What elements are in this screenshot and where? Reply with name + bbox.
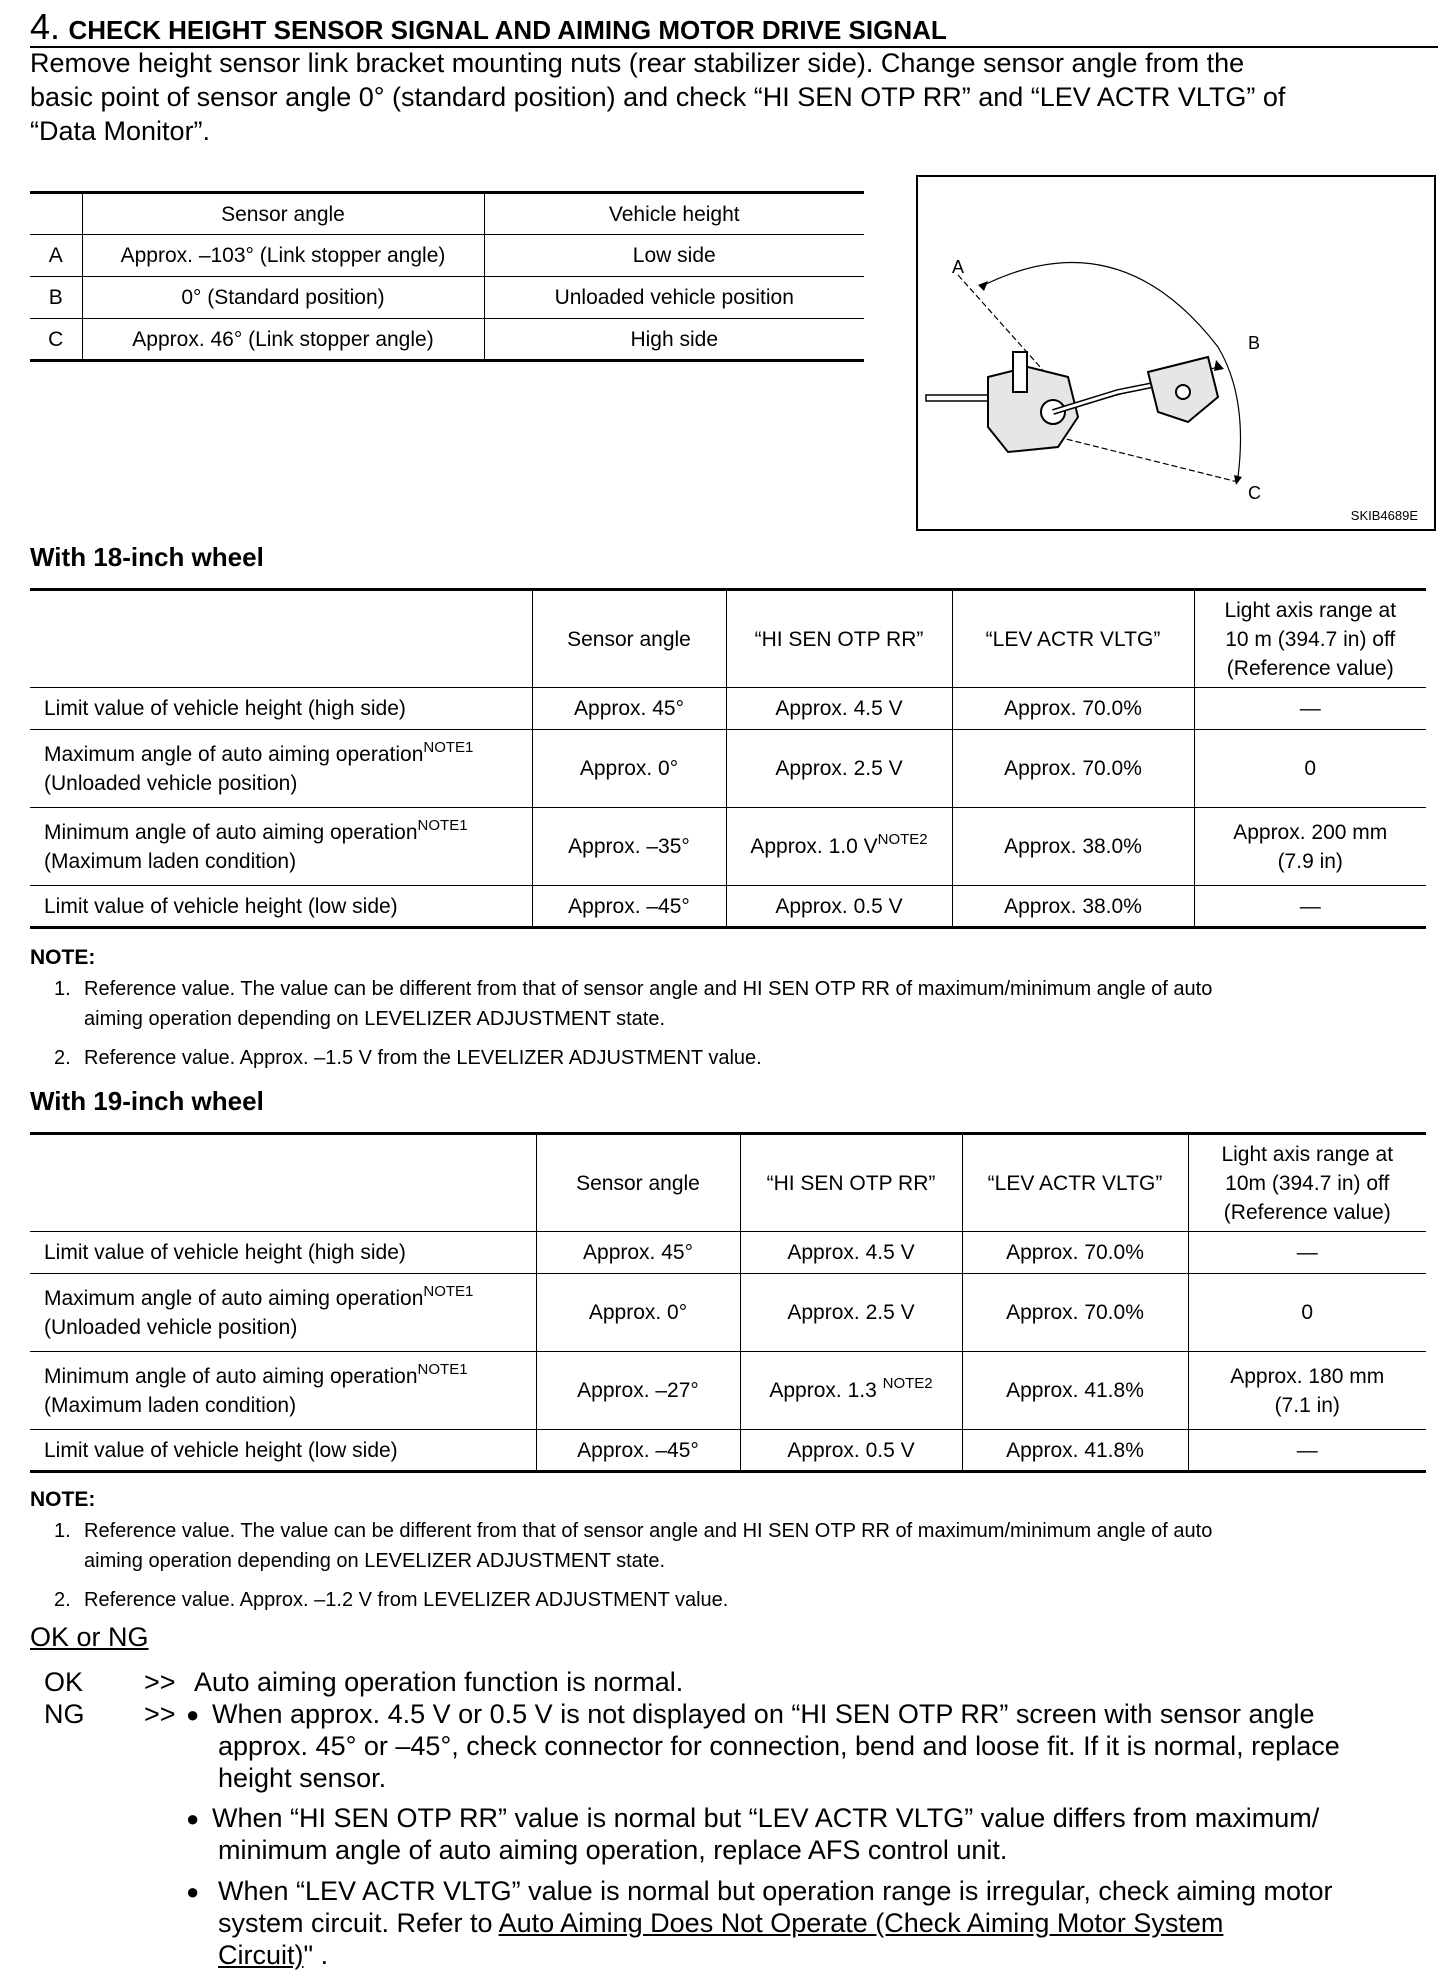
cell-lev-actr: Approx. 41.8% (962, 1430, 1188, 1472)
header-sensor-angle: Sensor angle (536, 1134, 740, 1232)
cell-hi-sen: Approx. 0.5 V (740, 1430, 962, 1472)
row-angle: Approx. 46° (Link stopper angle) (82, 319, 484, 361)
intro-paragraph (30, 46, 1440, 148)
note-label-19: NOTE: (30, 1488, 96, 1511)
cell-angle: Approx. 45° (532, 688, 726, 730)
cell-hi-sen: Approx. 0.5 V (726, 886, 952, 928)
sensor-angle-table (30, 191, 864, 362)
note-ref: NOTE2 (877, 831, 928, 848)
cell-hi-sen: Approx. 4.5 V (726, 688, 952, 730)
table-19-inch (30, 1132, 1426, 1473)
cell-light-axis: 0 (1188, 1274, 1426, 1352)
sensor-diagram (918, 177, 1434, 529)
header-sensor-angle: Sensor angle (532, 590, 726, 688)
note-ref: NOTE2 (882, 1375, 933, 1392)
heading-18-inch: With 18-inch wheel (30, 542, 264, 572)
cell-hi-sen: Approx. 1.3 $^{NOTE2}$ (740, 1352, 962, 1430)
note-1-19: 1. Reference value. The value can be different from that of sensor angle and HI SEN OTP RR of maximum/minimum angle of auto aiming operation depending on LEVELIZER ADJUSTMENT state. (54, 1520, 1213, 1572)
row-label: Limit value of vehicle height (high side) (30, 1232, 536, 1274)
note-label-18: NOTE: (30, 946, 96, 969)
bullet-icon: ● (186, 1702, 200, 1727)
cell-angle: Approx. 0° (536, 1274, 740, 1352)
step-title: CHECK HEIGHT SENSOR SIGNAL AND AIMING MOTOR DRIVE SIGNAL (68, 15, 947, 45)
note-ref: NOTE1 (423, 738, 474, 756)
cell-angle: Approx. –45° (532, 886, 726, 928)
line-c (1058, 437, 1238, 482)
header-light-axis: Light axis range at 10m (394.7 in) off (Reference value) (1188, 1134, 1426, 1232)
cell-lev-actr: Approx. 41.8% (962, 1352, 1188, 1430)
row-label: Limit value of vehicle height (high side) (30, 688, 532, 730)
row-key: C (30, 319, 82, 361)
aiming-motor-link-cont[interactable]: Circuit) (218, 1940, 304, 1970)
stabilizer-bar (926, 395, 996, 401)
cell-light-axis: Approx. 180 mm (7.1 in) (1188, 1352, 1426, 1430)
cell-lev-actr: Approx. 38.0% (952, 886, 1194, 928)
cell-light-axis: — (1194, 688, 1426, 730)
cell-angle: Approx. –27° (536, 1352, 740, 1430)
arrow-b (1214, 360, 1224, 371)
step-number: 4. (30, 6, 61, 47)
heading-19-inch: With 19-inch wheel (30, 1086, 264, 1116)
figure-code: SKIB4689E (1350, 508, 1418, 523)
cell-lev-actr: Approx. 70.0% (962, 1232, 1188, 1274)
note-2-19: 2. Reference value. Approx. –1.2 V from LEVELIZER ADJUSTMENT value. (54, 1589, 729, 1611)
header-lev-actr-vltg: “LEV ACTR VLTG” (952, 590, 1194, 688)
ng-label: NG (44, 1699, 85, 1729)
row-label: Maximum angle of auto aiming operation$^{NOTE1}$ (Unloaded vehicle position) (30, 730, 532, 808)
note-ref: NOTE1 (423, 1282, 474, 1300)
cell-hi-sen: Approx. 4.5 V (740, 1232, 962, 1274)
row-key: A (30, 235, 82, 277)
row-height: Unloaded vehicle position (484, 277, 864, 319)
header-hi-sen-otp-rr: “HI SEN OTP RR” (740, 1134, 962, 1232)
cell-hi-sen: Approx. 2.5 V (726, 730, 952, 808)
aiming-motor-link[interactable]: Auto Aiming Does Not Operate (Check Aiming Motor System (498, 1908, 1224, 1938)
header-hi-sen-otp-rr: “HI SEN OTP RR” (726, 590, 952, 688)
ng-item-2: When “HI SEN OTP RR” value is normal but “LEV ACTR VLTG” value differs from maximum/ minimum angle of auto aiming operation, replace AFS control unit. (212, 1803, 1320, 1865)
cell-hi-sen: Approx. 2.5 V (740, 1274, 962, 1352)
label-b: B (1248, 333, 1261, 353)
cell-light-axis: Approx. 200 mm (7.9 in) (1194, 808, 1426, 886)
row-key: B (30, 277, 82, 319)
header-lev-actr-vltg: “LEV ACTR VLTG” (962, 1134, 1188, 1232)
intro-line: “Data Monitor”. (30, 116, 211, 146)
note-2-18: 2. Reference value. Approx. –1.5 V from the LEVELIZER ADJUSTMENT value. (54, 1047, 762, 1069)
cell-light-axis: — (1188, 1430, 1426, 1472)
arrow-a (978, 281, 988, 291)
cell-light-axis: — (1194, 886, 1426, 928)
cell-light-axis: 0 (1194, 730, 1426, 808)
row-label: Limit value of vehicle height (low side) (30, 1430, 536, 1472)
label-a: A (952, 257, 965, 277)
height-sensor-figure (916, 175, 1436, 531)
row-height: Low side (484, 235, 864, 277)
ok-arrow: >> (144, 1667, 176, 1697)
ng-item-1: When approx. 4.5 V or 0.5 V is not displayed on “HI SEN OTP RR” screen with sensor angle approx. 45° or –45°, check connector for connection, bend and loose fit. If it is normal, replace height sensor. (212, 1699, 1340, 1793)
sensor-shaft (1013, 352, 1027, 392)
cell-hi-sen: Approx. 1.0 $V^{NOTE2}$ (726, 808, 952, 886)
header-sensor-angle: Sensor angle (82, 193, 484, 235)
cell-angle: Approx. –35° (532, 808, 726, 886)
header-light-axis: Light axis range at 10 m (394.7 in) off (Reference value) (1194, 590, 1426, 688)
cell-lev-actr: Approx. 70.0% (952, 688, 1194, 730)
row-angle: 0° (Standard position) (82, 277, 484, 319)
ok-label: OK (44, 1667, 84, 1697)
label-c: C (1248, 483, 1261, 503)
arrow-c (1234, 475, 1242, 485)
note-ref: NOTE1 (417, 816, 468, 834)
cell-angle: Approx. 45° (536, 1232, 740, 1274)
row-label: Minimum angle of auto aiming operation$^{NOTE1}$ (Maximum laden condition) (30, 1352, 536, 1430)
cell-lev-actr: Approx. 38.0% (952, 808, 1194, 886)
row-height: High side (484, 319, 864, 361)
ok-result: Auto aiming operation function is normal. (194, 1667, 684, 1697)
bullet-icon: ● (186, 1879, 200, 1904)
table-18-inch (30, 588, 1426, 929)
cell-light-axis: — (1188, 1232, 1426, 1274)
cell-angle: Approx. 0° (532, 730, 726, 808)
cell-angle: Approx. –45° (536, 1430, 740, 1472)
row-angle: Approx. –103° (Link stopper angle) (82, 235, 484, 277)
row-label: Limit value of vehicle height (low side) (30, 886, 532, 928)
intro-line: Remove height sensor link bracket mounting nuts (rear stabilizer side). Change sensor angle from the (30, 48, 1245, 78)
ng-item-3: When “LEV ACTR VLTG” value is normal but operation range is irregular, check aiming motor system circuit. Refer to Auto Aiming Does Not Operate (Check Aiming Motor System Circuit)" . (218, 1876, 1333, 1970)
cell-lev-actr: Approx. 70.0% (962, 1274, 1188, 1352)
ng-arrow: >> (144, 1699, 176, 1729)
cell-lev-actr: Approx. 70.0% (952, 730, 1194, 808)
header-vehicle-height: Vehicle height (484, 193, 864, 235)
header-key (30, 193, 82, 235)
step-header (30, 6, 1438, 48)
bracket-nut (1176, 385, 1190, 399)
row-label: Minimum angle of auto aiming operation$^{NOTE1}$ (Maximum laden condition) (30, 808, 532, 886)
note-1-18: 1. Reference value. The value can be different from that of sensor angle and HI SEN OTP RR of maximum/minimum angle of auto aiming operation depending on LEVELIZER ADJUSTMENT state. (54, 978, 1213, 1030)
intro-line: basic point of sensor angle 0° (standard position) and check “HI SEN OTP RR” and “LEV ACTR VLTG” of (30, 82, 1286, 112)
ok-ng-heading: OK or NG (30, 1622, 149, 1652)
note-ref: NOTE1 (417, 1360, 468, 1378)
row-label: Maximum angle of auto aiming operation$^{NOTE1}$ (Unloaded vehicle position) (30, 1274, 536, 1352)
bullet-icon: ● (186, 1806, 200, 1831)
